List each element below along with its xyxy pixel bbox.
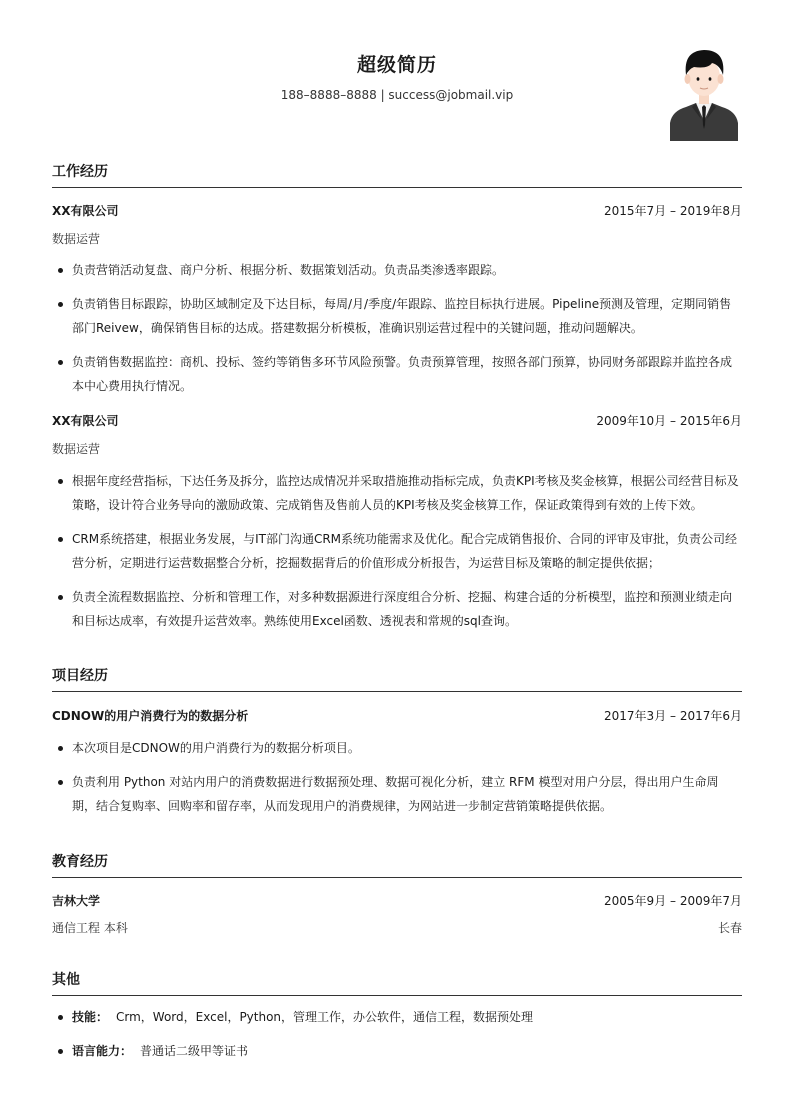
job-bullets bbox=[52, 258, 742, 408]
section-title-other: 其他 bbox=[52, 972, 80, 988]
avatar bbox=[668, 45, 740, 141]
list-item: 负责销售数据监控：商机、投标、签约等销售多环节风险预警。负责预算管理，按照各部门预算，协同财务部跟踪并监控各成本中心费用执行情况。 bbox=[52, 350, 742, 398]
project-bullets bbox=[52, 736, 742, 828]
list-item: CRM系统搭建，根据业务发展，与IT部门沟通CRM系统功能需求及优化。配合完成销售报价、合同的评审及审批，负责公司经营分析，定期进行运营数据整合分析，挖掘数据背后的价值形成分析报告，为运营目标及策略的制定提供依据； bbox=[52, 527, 742, 575]
education-date: 2005年9月 – 2009年7月 bbox=[604, 894, 742, 908]
school-name: 吉林大学 bbox=[52, 894, 101, 908]
work-entry-header bbox=[52, 412, 742, 430]
skills-value: Crm，Word，Excel，Python，管理工作，办公软件，通信工程，数据预处理 bbox=[116, 1010, 534, 1024]
language-label: 语言能力： bbox=[72, 1044, 133, 1058]
education-detail-row bbox=[52, 919, 742, 937]
other-items bbox=[52, 1005, 742, 1073]
list-item: 本次项目是CDNOW的用户消费行为的数据分析项目。 bbox=[52, 736, 742, 760]
resume-name: 超级简历 bbox=[356, 54, 437, 76]
company-name: XX有限公司 bbox=[52, 414, 119, 428]
list-item bbox=[52, 1005, 742, 1029]
job-date: 2015年7月 – 2019年8月 bbox=[604, 204, 742, 218]
section-divider bbox=[52, 187, 742, 188]
language-value: 普通话二级甲等证书 bbox=[140, 1044, 249, 1058]
project-entry-header bbox=[52, 707, 742, 725]
section-divider bbox=[52, 877, 742, 878]
list-item bbox=[52, 1039, 742, 1063]
job-date: 2009年10月 – 2015年6月 bbox=[596, 414, 742, 428]
project-date: 2017年3月 – 2017年6月 bbox=[604, 709, 742, 723]
job-bullets bbox=[52, 469, 742, 643]
skills-label: 技能： bbox=[72, 1010, 109, 1024]
section-title-project: 项目经历 bbox=[52, 668, 108, 684]
contact-info: 188–8888–8888 | success@jobmail.vip bbox=[280, 88, 514, 102]
education-city: 长春 bbox=[717, 921, 742, 935]
list-item: 负责全流程数据监控、分析和管理工作，对多种数据源进行深度组合分析、挖掘、构建合适的分析模型，监控和预测业绩走向和目标达成率，有效提升运营效率。熟练使用Excel函数、透视表和常规的sql查询。 bbox=[52, 585, 742, 633]
list-item: 负责销售目标跟踪，协助区域制定及下达目标，每周/月/季度/年跟踪、监控目标执行进展。Pipeline预测及管理，定期同销售部门Reivew，确保销售目标的达成。搭建数据分析模板，准确识别运营过程中的关键问题，推动问题解决。 bbox=[52, 292, 742, 340]
list-item: 负责利用 Python 对站内用户的消费数据进行数据预处理、数据可视化分析，建立 RFM 模型对用户分层，得出用户生命周期，结合复购率、回购率和留存率，从而发现用户的消费规律，为网站进一步制定营销策略提供依据。 bbox=[52, 770, 742, 818]
list-item: 根据年度经营指标，下达任务及拆分，监控达成情况并采取措施推动指标完成，负责KPI考核及奖金核算，根据公司经营目标及策略，设计符合业务导向的激励政策、完成销售及售前人员的KPI考核及奖金核算工作，保证政策得到有效的上传下效。 bbox=[52, 469, 742, 517]
education-entry-header bbox=[52, 892, 742, 910]
job-role: 数据运营 bbox=[52, 232, 101, 246]
section-divider bbox=[52, 691, 742, 692]
work-entry-header bbox=[52, 202, 742, 220]
job-role: 数据运营 bbox=[52, 442, 101, 456]
major-degree: 通信工程 本科 bbox=[52, 921, 128, 935]
section-title-work: 工作经历 bbox=[52, 164, 108, 180]
section-title-education: 教育经历 bbox=[52, 854, 108, 870]
company-name: XX有限公司 bbox=[52, 204, 119, 218]
project-name: CDNOW的用户消费行为的数据分析 bbox=[52, 709, 249, 723]
list-item: 负责营销活动复盘、商户分析、根据分析、数据策划活动。负责品类渗透率跟踪。 bbox=[52, 258, 742, 282]
section-divider bbox=[52, 995, 742, 996]
